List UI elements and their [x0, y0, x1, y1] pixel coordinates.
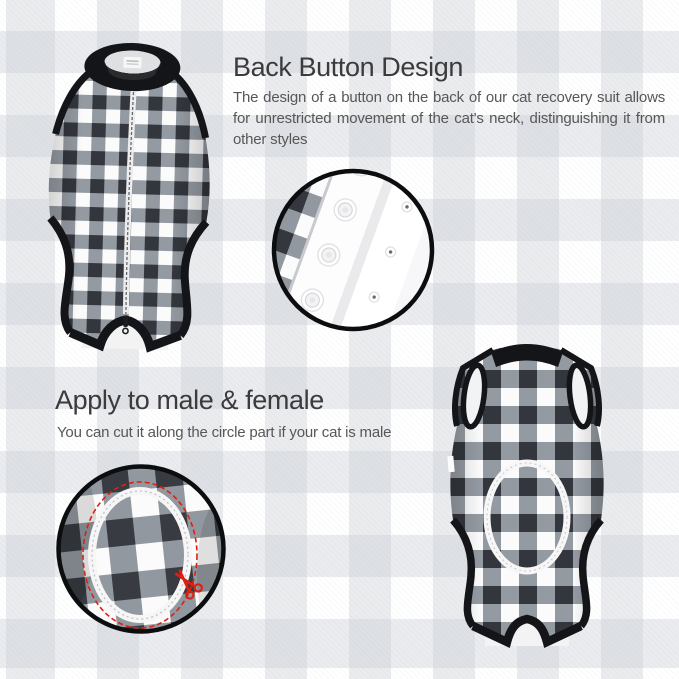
cutting-circle-closeup [55, 463, 227, 635]
care-label [123, 57, 141, 68]
snap-buttons-closeup [270, 167, 436, 333]
section-body-apply: You can cut it along the circle part if your cat is male [57, 424, 392, 441]
section-title-apply: Apply to male & female [55, 385, 324, 415]
back-suit-photo [447, 334, 607, 668]
section-title-back-button-design: Back Button Design [233, 52, 463, 82]
section-body-back-button-design: The design of a button on the back of our cat recovery suit allows for unrestricted movement of the cat's neck, distinguishing it from other styles [233, 89, 665, 148]
front-suit-photo [34, 40, 224, 356]
